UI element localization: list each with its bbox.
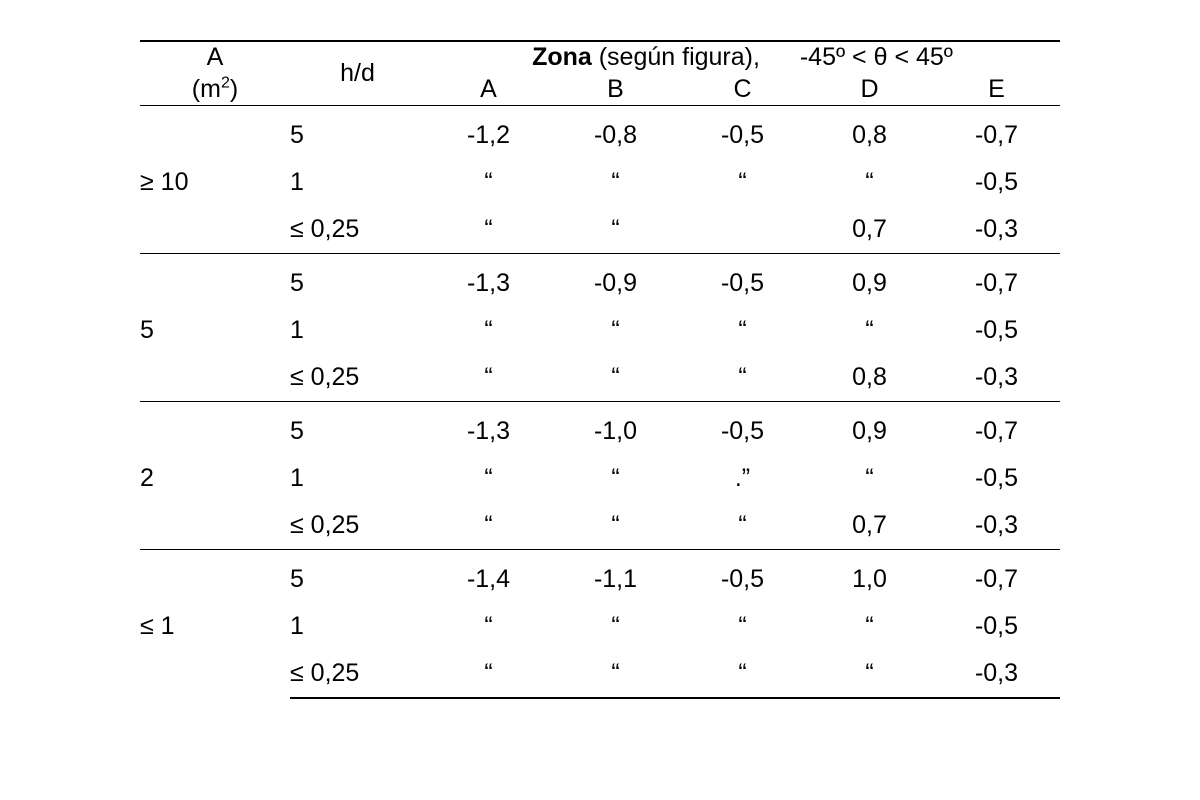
- cell-hd: 5: [290, 253, 425, 307]
- header-zone-d: D: [860, 74, 879, 103]
- cell-zone-b: -1,1: [552, 549, 679, 603]
- cell-zone-a: “: [484, 214, 493, 243]
- cell-zone-e: -0,5: [974, 611, 1019, 640]
- cell-zone-e: -0,3: [974, 214, 1019, 243]
- cell-hd: 1: [290, 463, 304, 492]
- cell-zone-c: -0,5: [679, 549, 806, 603]
- cell-zone-b: “: [552, 650, 679, 698]
- table-group: [140, 105, 1060, 253]
- header-area-unit-exponent: 2: [220, 74, 230, 92]
- cell-zone-b: -0,9: [552, 253, 679, 307]
- cell-zone-a: -1,4: [425, 549, 552, 603]
- cell-zone-b: “: [611, 463, 620, 492]
- table-group: [140, 549, 1060, 698]
- cell-zone-a: “: [484, 315, 493, 344]
- cell-zone-b: -1,0: [552, 401, 679, 455]
- cell-zone-e: -0,5: [974, 463, 1019, 492]
- table-row: [140, 253, 1060, 307]
- cell-hd: ≤ 0,25: [290, 362, 360, 391]
- cell-zone-d: “: [865, 315, 874, 344]
- cell-zone-e: -0,7: [933, 549, 1060, 603]
- header-zona-angle: -45º < θ < 45º: [799, 43, 953, 72]
- cell-hd: ≤ 0,25: [290, 214, 360, 243]
- table-group: [140, 401, 1060, 549]
- cell-zone-a: “: [484, 167, 493, 196]
- table-row: [140, 105, 1060, 159]
- header-area-unit: $(m^2)$: [191, 74, 239, 103]
- cell-zone-d: 0,9: [806, 253, 933, 307]
- table-group: [140, 253, 1060, 401]
- header-zona-bold: Zona: [532, 43, 592, 72]
- header-area: [140, 41, 290, 105]
- wind-coefficients-table-container: [140, 40, 1060, 699]
- table-row: [140, 401, 1060, 455]
- cell-zone-c: -0,5: [679, 105, 806, 159]
- cell-hd: 1: [290, 611, 304, 640]
- cell-zone-d: “: [806, 650, 933, 698]
- cell-zone-e: -0,5: [974, 315, 1019, 344]
- cell-zone-a: -1,3: [425, 253, 552, 307]
- header-zona: [425, 41, 1060, 73]
- cell-zone-b: “: [611, 362, 620, 391]
- cell-zone-a: “: [425, 650, 552, 698]
- cell-zone-c: “: [738, 167, 747, 196]
- header-area-symbol: A: [206, 43, 224, 71]
- cell-zone-e: -0,7: [933, 253, 1060, 307]
- header-zone-e: E: [988, 74, 1005, 103]
- cell-hd: 5: [290, 549, 425, 603]
- cell-zone-a: -1,3: [425, 401, 552, 455]
- cell-zone-d: “: [865, 611, 874, 640]
- cell-zone-d: “: [865, 463, 874, 492]
- cell-zone-e: -0,7: [933, 105, 1060, 159]
- cell-zone-b: “: [611, 510, 620, 539]
- cell-zone-c: [679, 206, 806, 254]
- header-h-over-d: h/d: [290, 41, 425, 105]
- cell-zone-d: 0,7: [852, 214, 887, 243]
- cell-zone-c: “: [679, 650, 806, 698]
- cell-area: 2: [140, 401, 290, 549]
- cell-zone-c: “: [738, 510, 747, 539]
- table-header-group: [140, 41, 1060, 105]
- cell-zone-d: 0,9: [806, 401, 933, 455]
- cell-zone-c: “: [738, 362, 747, 391]
- cell-zone-c: “: [738, 611, 747, 640]
- cell-zone-d: 0,7: [852, 510, 887, 539]
- cell-zone-b: “: [611, 167, 620, 196]
- cell-zone-b: “: [611, 611, 620, 640]
- cell-zone-d: “: [865, 167, 874, 196]
- cell-zone-d: 1,0: [806, 549, 933, 603]
- cell-hd: ≤ 0,25: [290, 510, 360, 539]
- header-zone-c: C: [733, 74, 752, 103]
- cell-zone-b: -0,8: [552, 105, 679, 159]
- cell-area: ≤ 1: [140, 549, 290, 698]
- table-row: [140, 549, 1060, 603]
- cell-zone-a: “: [484, 611, 493, 640]
- header-zona-rest: (según figura),: [598, 43, 760, 72]
- cell-zone-e: -0,3: [933, 650, 1060, 698]
- cell-zone-a: “: [484, 362, 493, 391]
- cell-zone-d: 0,8: [852, 362, 887, 391]
- cell-zone-c: “: [738, 315, 747, 344]
- cell-area: ≥ 10: [140, 105, 290, 253]
- cell-zone-c: -0,5: [679, 401, 806, 455]
- header-zone-a: A: [480, 74, 497, 103]
- cell-zone-d: 0,8: [806, 105, 933, 159]
- cell-zone-a: “: [484, 463, 493, 492]
- cell-zone-e: -0,3: [974, 362, 1019, 391]
- cell-hd: 5: [290, 401, 425, 455]
- cell-hd: 1: [290, 167, 304, 196]
- header-zone-b: B: [607, 74, 624, 103]
- cell-hd: 1: [290, 315, 304, 344]
- cell-area: 5: [140, 253, 290, 401]
- cell-zone-c: -0,5: [679, 253, 806, 307]
- cell-zone-e: -0,3: [974, 510, 1019, 539]
- table-header-row-1: [140, 41, 1060, 73]
- cell-hd: ≤ 0,25: [290, 650, 425, 698]
- cell-hd: 5: [290, 105, 425, 159]
- cell-zone-a: -1,2: [425, 105, 552, 159]
- cell-zone-e: -0,7: [933, 401, 1060, 455]
- cell-zone-c: .”: [734, 463, 751, 492]
- cell-zone-b: “: [611, 214, 620, 243]
- cell-zone-e: -0,5: [974, 167, 1019, 196]
- cell-zone-b: “: [611, 315, 620, 344]
- wind-coefficients-table: [140, 40, 1060, 699]
- cell-zone-a: “: [484, 510, 493, 539]
